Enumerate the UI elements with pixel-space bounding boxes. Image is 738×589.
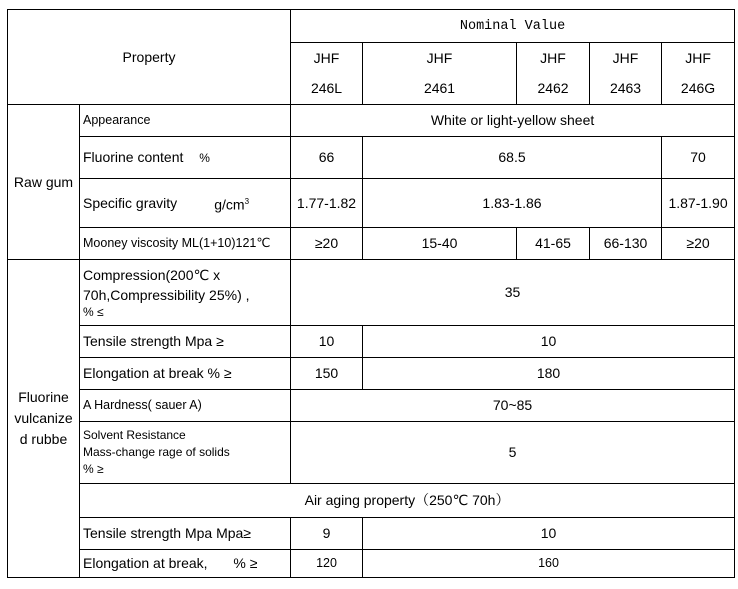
grade-header-246G-line1: JHF bbox=[662, 43, 735, 74]
compression-label-line1: Compression(200℃ x bbox=[83, 267, 221, 283]
specific-gravity-label bbox=[80, 179, 291, 228]
grade-header-2463-line1: JHF bbox=[590, 43, 662, 74]
appearance-label: Appearance bbox=[80, 105, 291, 137]
grade-header-246G-line2: 246G bbox=[662, 74, 735, 105]
compression-label-line3: % ≤ bbox=[83, 305, 104, 319]
fluorine-content-label bbox=[80, 137, 291, 179]
gravity-246L: 1.77-1.82 bbox=[291, 179, 363, 228]
fluorine-246L: 66 bbox=[291, 137, 363, 179]
solvent-resistance-label bbox=[80, 422, 291, 484]
fluorine-content-unit: % bbox=[199, 150, 210, 165]
vulcanized-rubber-label: Fluorine vulcanize d rubbe bbox=[8, 260, 80, 578]
mooney-2462: 41-65 bbox=[517, 228, 590, 260]
nominal-value-header: Nominal Value bbox=[291, 10, 735, 43]
raw-gum-label: Raw gum bbox=[8, 105, 80, 260]
compression-label bbox=[80, 260, 291, 326]
compression-label-line2: 70h,Compressibility 25%) , bbox=[83, 287, 250, 303]
tensile-246L: 10 bbox=[291, 326, 363, 358]
grade-header-2462-line2: 2462 bbox=[517, 74, 590, 105]
elongation-label: Elongation at break % ≥ bbox=[80, 358, 291, 390]
grade-header-2461-line1: JHF bbox=[363, 43, 517, 74]
aged-elongation-label bbox=[80, 550, 291, 578]
fluorine-2461-2463: 68.5 bbox=[363, 137, 662, 179]
aged-tensile-label: Tensile strength Mpa Mpa≥ bbox=[80, 518, 291, 550]
compression-value: 35 bbox=[291, 260, 735, 326]
aged-elongation-unit: % ≥ bbox=[233, 555, 258, 571]
tensile-strength-label: Tensile strength Mpa ≥ bbox=[80, 326, 291, 358]
mooney-2463: 66-130 bbox=[590, 228, 662, 260]
properties-table bbox=[7, 9, 735, 578]
grade-header-246L-line1: JHF bbox=[291, 43, 363, 74]
appearance-value: White or light-yellow sheet bbox=[291, 105, 735, 137]
grade-header-2463-line2: 2463 bbox=[590, 74, 662, 105]
mooney-viscosity-label: Mooney viscosity ML(1+10)121℃ bbox=[80, 228, 291, 260]
elongation-246L: 150 bbox=[291, 358, 363, 390]
fluorine-246G: 70 bbox=[662, 137, 735, 179]
tensile-others: 10 bbox=[363, 326, 735, 358]
specific-gravity-unit: $g/cm^3$ bbox=[214, 196, 250, 213]
gravity-2461-2463: 1.83-1.86 bbox=[363, 179, 662, 228]
air-aging-title: Air aging property（250℃ 70h） bbox=[80, 484, 735, 518]
mooney-2461: 15-40 bbox=[363, 228, 517, 260]
solvent-label-line2: Mass-change rage of solids bbox=[83, 445, 230, 459]
hardness-label: A Hardness( sauer A) bbox=[80, 390, 291, 422]
aged-elongation-246L: 120 bbox=[291, 550, 363, 578]
grade-header-246L-line2: 246L bbox=[291, 74, 363, 105]
property-header: Property bbox=[8, 10, 291, 105]
hardness-value: 70~85 bbox=[291, 390, 735, 422]
specific-gravity-text: Specific gravity bbox=[83, 194, 178, 211]
mooney-246G: ≥20 bbox=[662, 228, 735, 260]
solvent-label-line3: % ≥ bbox=[83, 462, 104, 476]
fluorine-content-text: Fluorine content bbox=[83, 148, 184, 165]
grade-header-2461-line2: 2461 bbox=[363, 74, 517, 105]
aged-elongation-text: Elongation at break, bbox=[83, 555, 208, 571]
solvent-label-line1: Solvent Resistance bbox=[83, 428, 186, 442]
aged-elongation-others: 160 bbox=[363, 550, 735, 578]
gravity-246G: 1.87-1.90 bbox=[662, 179, 735, 228]
solvent-value: 5 bbox=[291, 422, 735, 484]
elongation-others: 180 bbox=[363, 358, 735, 390]
aged-tensile-others: 10 bbox=[363, 518, 735, 550]
grade-header-2462-line1: JHF bbox=[517, 43, 590, 74]
aged-tensile-246L: 9 bbox=[291, 518, 363, 550]
mooney-246L: ≥20 bbox=[291, 228, 363, 260]
